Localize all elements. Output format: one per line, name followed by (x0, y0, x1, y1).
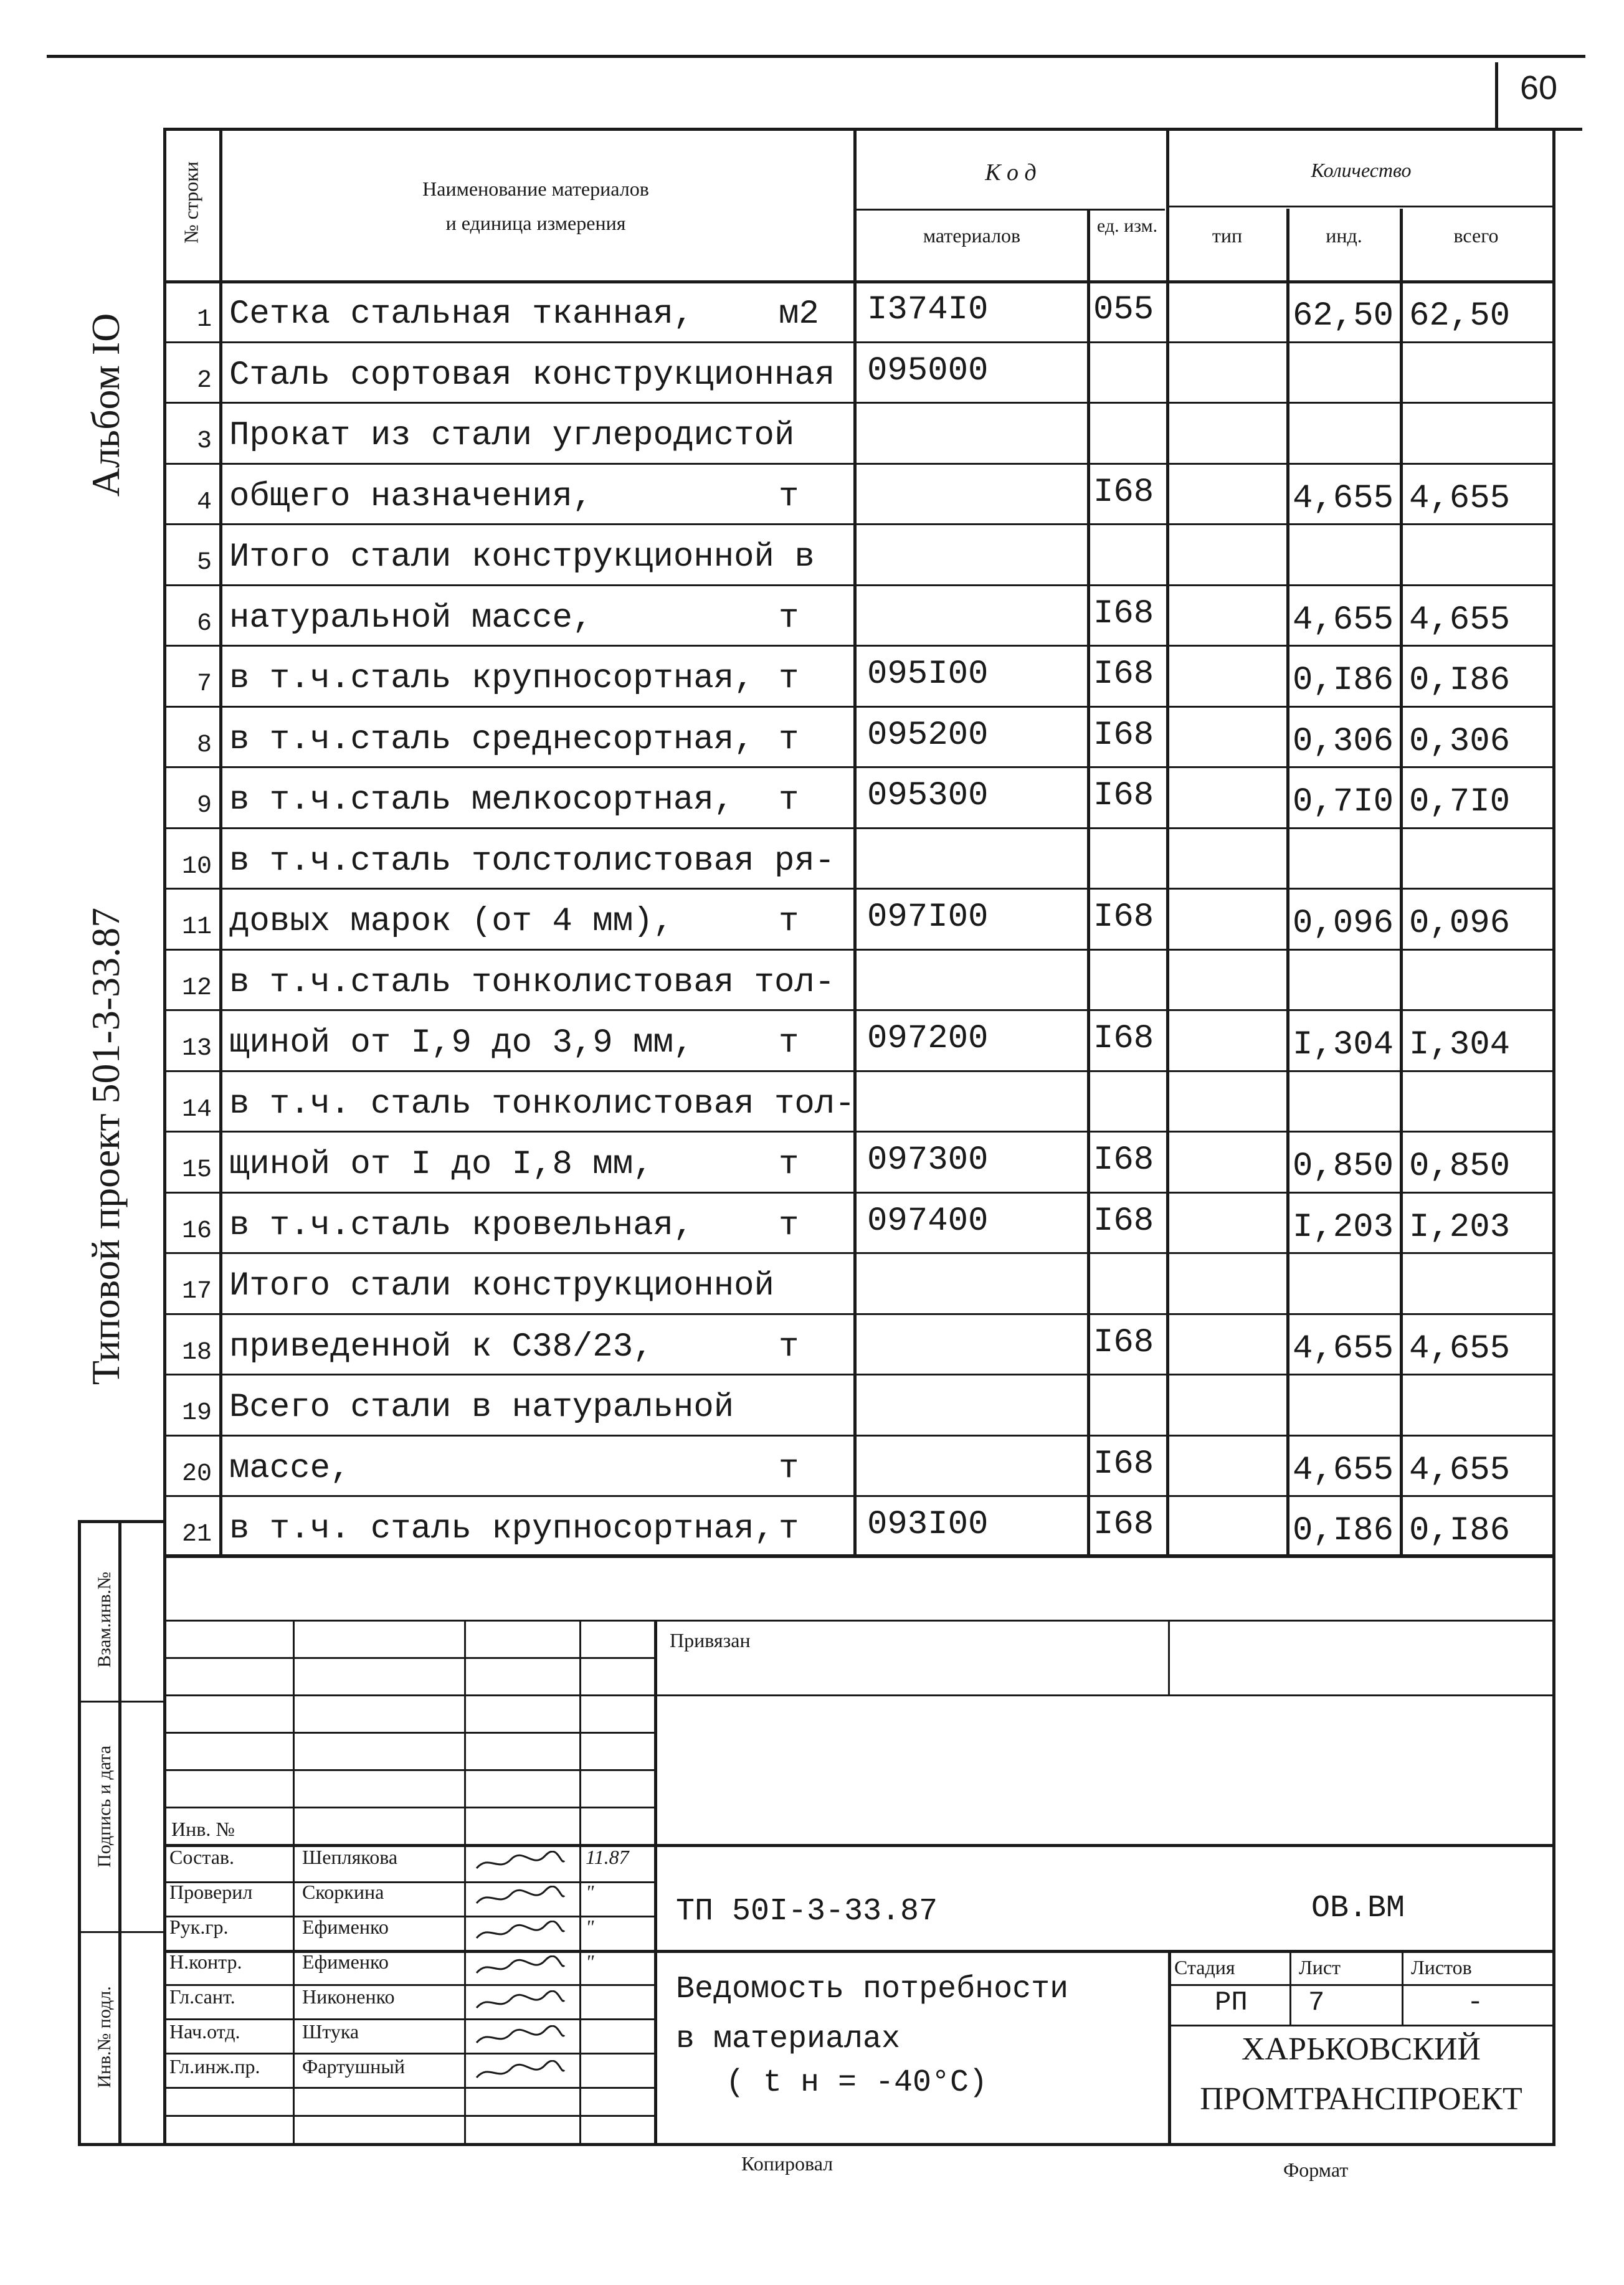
doc-code: ТП 50I-3-33.87 (676, 1894, 938, 1929)
row-divider (163, 949, 1555, 951)
row-number: 6 (196, 609, 212, 638)
row-number: 12 (181, 974, 212, 1002)
material-unit: т (779, 1510, 799, 1548)
row-number: 18 (181, 1338, 212, 1367)
material-code: 097200 (867, 1020, 989, 1058)
stage-value: РП (1215, 1987, 1248, 2018)
qty-ind: 0,I86 (1293, 1512, 1394, 1550)
header-bottom (163, 280, 1555, 283)
unit-code: I68 (1093, 716, 1154, 754)
staff-name: Фартушный (302, 2055, 406, 2078)
col-code-right (1087, 209, 1090, 1554)
qty-total: 62,50 (1409, 297, 1511, 335)
side-strip-div2 (78, 1931, 165, 1933)
tb-col-sheets (1402, 1950, 1403, 2025)
header-qty-ind: инд. (1326, 224, 1362, 247)
staff-role: Н.контр. (169, 1950, 242, 1973)
staff-role: Проверил (169, 1881, 253, 1903)
row-number: 5 (196, 549, 212, 577)
material-name: в т.ч.сталь кровельная, (229, 1206, 694, 1245)
material-code: 097I00 (867, 898, 989, 936)
material-name: в т.ч.сталь тонколистовая тол- (229, 963, 835, 1002)
material-name: в т.ч.сталь толстолистовая ря- (229, 842, 835, 880)
signature-scribble (473, 1955, 567, 1978)
qty-total: 0,850 (1409, 1147, 1511, 1185)
unit-code: I68 (1093, 655, 1154, 693)
doc-title-line2: в материалах (676, 2021, 901, 2057)
row-divider (163, 1435, 1555, 1437)
frame-left (163, 128, 166, 2143)
header-row-no: № строки (179, 161, 202, 244)
row-number: 3 (196, 427, 212, 455)
sheet-value: 7 (1308, 1987, 1325, 2018)
row-divider (163, 1495, 1555, 1497)
row-number: 2 (196, 366, 212, 395)
side-strip-top (78, 1520, 165, 1523)
material-name: в т.ч. сталь крупносортная, (229, 1510, 774, 1548)
material-unit: т (779, 720, 799, 759)
header-name-line2: и единица измерения (445, 212, 626, 234)
qty-ind: 0,7I0 (1293, 783, 1394, 821)
qty-total: I,304 (1409, 1026, 1511, 1064)
header-code: К о д (985, 159, 1037, 186)
privyazan-label: Привязан (670, 1629, 751, 1651)
staff-date: " (586, 1916, 594, 1938)
frame-bottom (163, 2143, 1555, 2146)
row-divider (163, 1070, 1555, 1072)
tb-stage-line1 (1168, 1984, 1554, 1986)
header-qty: Количество (1311, 159, 1412, 181)
material-name: в т.ч.сталь мелкосортная, (229, 781, 734, 819)
material-unit: т (779, 477, 799, 516)
header-qty-typ: тип (1212, 224, 1243, 247)
staff-role: Гл.сант. (169, 1985, 235, 2008)
material-code: 093I00 (867, 1506, 989, 1544)
unit-code: I68 (1093, 898, 1154, 936)
qty-total: 0,I86 (1409, 1512, 1511, 1550)
org-line2: ПРОМТРАНСПРОЕКТ (1200, 2081, 1522, 2117)
row-number: 4 (196, 488, 212, 516)
unit-code: 055 (1093, 291, 1154, 329)
row-number: 10 (181, 852, 212, 881)
sheet-label: Лист (1299, 1956, 1341, 1979)
signature-scribble (473, 2025, 567, 2048)
material-name: натуральной массе, (229, 599, 593, 637)
inv-podl-label: Инв.№ подл. (94, 1986, 115, 2088)
unit-code: I68 (1093, 1202, 1154, 1240)
signature-scribble (473, 1921, 567, 1943)
staff-name: Ефименко (302, 1950, 389, 1973)
qty-ind: 4,655 (1293, 1329, 1394, 1368)
side-strip-mid (118, 1520, 121, 2143)
qty-total: 4,655 (1409, 1451, 1511, 1489)
qty-ind: 62,50 (1293, 297, 1394, 335)
row-divider (163, 766, 1555, 768)
material-unit: т (779, 903, 799, 941)
col-ind-right (1400, 209, 1403, 1554)
material-name: в т.ч. сталь тонколистовая тол- (229, 1085, 855, 1123)
row-number: 11 (181, 913, 212, 941)
header-code-material: материалов (923, 224, 1021, 247)
qty-total: 0,I86 (1409, 662, 1511, 700)
sheet-number: 60 (1519, 69, 1558, 107)
material-code: 095200 (867, 716, 989, 754)
signature-scribble (473, 1886, 567, 1908)
tb-col-sheet (1289, 1950, 1291, 2025)
row-divider (163, 645, 1555, 647)
staff-role: Нач.отд. (169, 2020, 240, 2043)
material-unit: т (779, 1206, 799, 1245)
tb-stage-line2 (1168, 2025, 1554, 2026)
unit-code: I68 (1093, 1323, 1154, 1362)
material-name: приведенной к С38/23, (229, 1328, 653, 1366)
header-sub-code (853, 209, 1165, 211)
material-unit: т (779, 1024, 799, 1062)
top-border (47, 55, 1585, 58)
unit-code: I68 (1093, 1445, 1154, 1483)
row-number: 15 (181, 1156, 212, 1184)
unit-code: I68 (1093, 1506, 1154, 1544)
qty-total: 0,306 (1409, 722, 1511, 761)
qty-ind: I,203 (1293, 1208, 1394, 1247)
unit-code: I68 (1093, 777, 1154, 815)
staff-date: 11.87 (586, 1846, 629, 1868)
tb-line-2 (163, 1657, 655, 1659)
material-code: 097400 (867, 1202, 989, 1240)
vzam-label: Взам.инв.№ (94, 1571, 115, 1668)
row-number: 21 (181, 1521, 212, 1549)
row-number: 17 (181, 1278, 212, 1306)
row-divider (163, 827, 1555, 829)
tb-line-14 (163, 2087, 655, 2089)
doc-title-line3: ( t н = -40°C) (726, 2065, 988, 2101)
tb-line-13 (163, 2053, 655, 2055)
staff-name: Штука (302, 2020, 359, 2043)
side-strip-div1 (78, 1701, 165, 1703)
qty-total: 0,096 (1409, 905, 1511, 943)
row-divider (163, 1313, 1555, 1315)
row-number: 14 (181, 1095, 212, 1124)
material-name: довых марок (от 4 мм), (229, 903, 673, 941)
row-divider (163, 1192, 1555, 1194)
signature-scribble (473, 2060, 567, 2083)
tb-line-6 (163, 1807, 655, 1808)
qty-ind: 4,655 (1293, 479, 1394, 518)
tb-line-1 (163, 1620, 1555, 1622)
row-divider (163, 463, 1555, 465)
material-unit: т (779, 1449, 799, 1488)
header-top (163, 128, 1555, 131)
header-qty-total: всего (1453, 224, 1499, 247)
qty-ind: 0,I86 (1293, 662, 1394, 700)
org-line1: ХАРЬКОВСКИЙ (1242, 2031, 1481, 2067)
tb-line-11 (163, 1984, 655, 1986)
material-code: 095000 (867, 351, 989, 390)
project-label: Типовой проект 501-3-33.87 (83, 907, 128, 1385)
staff-date: " (586, 1950, 594, 1973)
staff-role: Рук.гр. (169, 1916, 229, 1938)
material-name: Всего стали в натуральной (229, 1389, 734, 1427)
row-number: 20 (181, 1460, 212, 1488)
qty-ind: 4,655 (1293, 601, 1394, 639)
material-unit: т (779, 1146, 799, 1184)
material-name: в т.ч.сталь крупносортная, (229, 660, 754, 698)
stage-label: Стадия (1174, 1956, 1235, 1979)
row-number: 13 (181, 1035, 212, 1063)
qty-ind: 0,096 (1293, 905, 1394, 943)
material-code: 095I00 (867, 655, 989, 693)
staff-name: Шеплякова (302, 1846, 398, 1868)
qty-total: 4,655 (1409, 601, 1511, 639)
material-name: Сталь сортовая конструкционная (229, 356, 835, 394)
sheets-value: - (1467, 1987, 1484, 2018)
material-code: 097300 (867, 1141, 989, 1179)
staff-name: Скоркина (302, 1881, 384, 1903)
row-number: 19 (181, 1399, 212, 1427)
qty-ind: 4,655 (1293, 1451, 1394, 1489)
tb-line-9 (163, 1916, 655, 1917)
album-label: Альбом IO (83, 313, 128, 497)
row-number: 8 (196, 731, 212, 759)
staff-name: Ефименко (302, 1916, 389, 1938)
tb-col-main (654, 1620, 657, 2143)
tb-line-5 (163, 1769, 655, 1771)
unit-code: I68 (1093, 1141, 1154, 1179)
doc-title-line1: Ведомость потребности (676, 1972, 1069, 2007)
side-strip-bottom (78, 2143, 165, 2146)
row-divider (163, 706, 1555, 708)
material-unit: т (779, 599, 799, 637)
row-divider (163, 523, 1555, 525)
sheets-label: Листов (1411, 1956, 1472, 1979)
material-name: Итого стали конструкционной (229, 1267, 774, 1305)
tb-col-priv (1168, 1620, 1170, 1694)
material-unit: т (779, 781, 799, 819)
material-code: 095300 (867, 777, 989, 815)
material-name: щиной от I,9 до 3,9 мм, (229, 1024, 694, 1062)
row-divider (163, 341, 1555, 343)
row-number: 9 (196, 792, 212, 820)
row-divider (163, 1009, 1555, 1011)
staff-date: " (586, 1881, 594, 1903)
qty-total: I,203 (1409, 1208, 1511, 1247)
material-name: в т.ч.сталь среднесортная, (229, 720, 754, 759)
frame-right (1552, 128, 1555, 2143)
row-number: 16 (181, 1217, 212, 1245)
header-name-line1: Наименование материалов (422, 178, 649, 200)
qty-ind: 0,306 (1293, 722, 1394, 761)
row-number: 7 (196, 670, 212, 698)
row-number: 1 (196, 306, 212, 334)
material-unit: т (779, 660, 799, 698)
row-divider (163, 1374, 1555, 1375)
qty-total: 4,655 (1409, 1329, 1511, 1368)
material-name: Итого стали конструкционной в (229, 538, 815, 576)
col-typ-right (1286, 209, 1289, 1554)
material-name: Сетка стальная тканная, (229, 295, 694, 333)
staff-name: Никоненко (302, 1985, 395, 2008)
tb-line-15 (163, 2115, 655, 2117)
signature-scribble (473, 1990, 567, 2013)
row-divider (163, 584, 1555, 586)
material-name: Прокат из стали углеродистой (229, 417, 795, 455)
tb-line-3 (163, 1694, 1555, 1696)
copied-label: Копировал (741, 2152, 833, 2175)
row-divider (163, 1252, 1555, 1254)
format-label: Формат (1283, 2159, 1349, 2181)
row-divider (163, 1131, 1555, 1133)
unit-code: I68 (1093, 594, 1154, 633)
material-unit: м2 (779, 295, 819, 333)
header-sub-qty (1168, 206, 1554, 207)
tb-line-4 (163, 1732, 655, 1734)
row-divider (163, 1556, 1555, 1558)
material-code: I374I0 (867, 291, 989, 329)
qty-ind: I,304 (1293, 1026, 1394, 1064)
doc-mark: ОВ.ВМ (1311, 1891, 1405, 1926)
qty-total: 4,655 (1409, 479, 1511, 518)
material-unit: т (779, 1328, 799, 1366)
material-name: общего назначения, (229, 477, 593, 516)
unit-code: I68 (1093, 1020, 1154, 1058)
material-name: массе, (229, 1449, 351, 1488)
side-strip-left (78, 1520, 81, 2143)
qty-ind: 0,850 (1293, 1147, 1394, 1185)
signature-scribble (473, 1851, 567, 1873)
row-divider (163, 402, 1555, 404)
inv-no-label: Инв. № (171, 1818, 235, 1840)
staff-role: Гл.инж.пр. (169, 2055, 260, 2078)
material-name: щиной от I до I,8 мм, (229, 1146, 653, 1184)
podpis-label: Подпись и дата (94, 1746, 115, 1868)
staff-role: Состав. (169, 1846, 235, 1868)
qty-total: 0,7I0 (1409, 783, 1511, 821)
row-divider (163, 888, 1555, 890)
unit-code: I68 (1093, 473, 1154, 511)
sheet-box-left (1495, 62, 1498, 131)
tb-col-sign (579, 1620, 581, 2143)
tb-col-name (464, 1620, 466, 2143)
header-code-unit: ед. изм. (1096, 216, 1158, 236)
tb-col-role (293, 1620, 295, 2143)
